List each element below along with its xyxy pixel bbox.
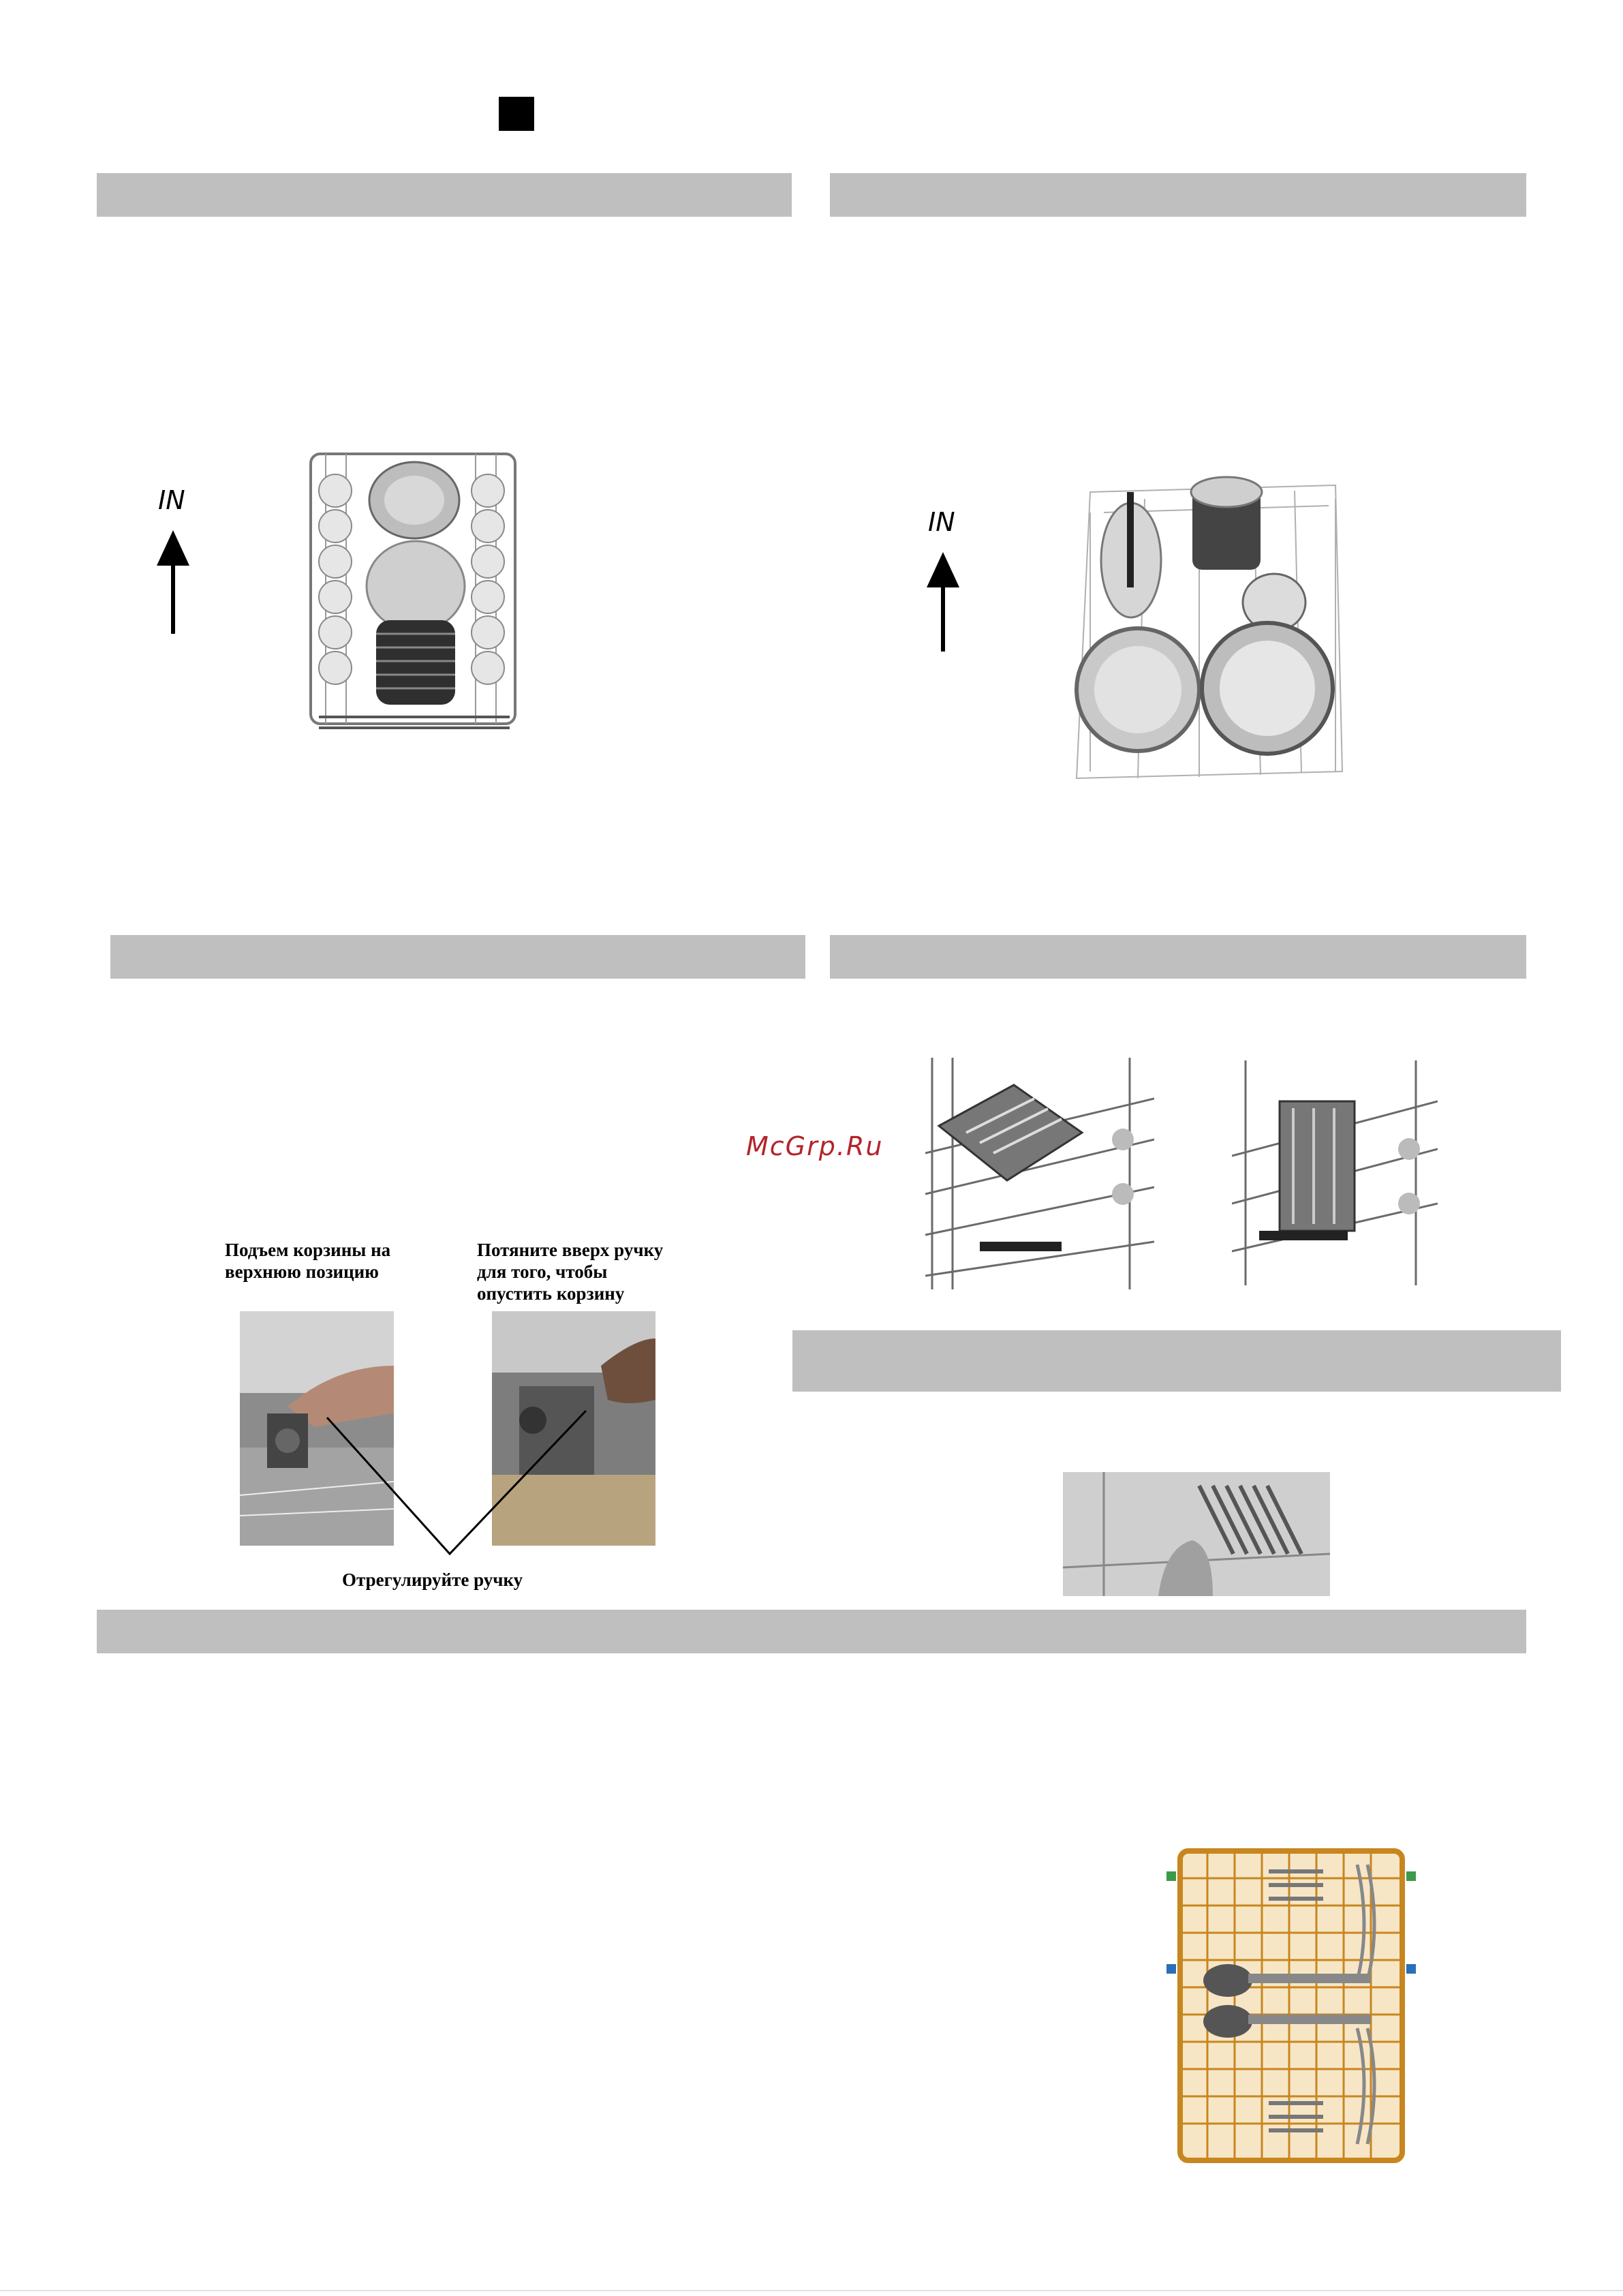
caption-line: Потяните вверх ручку — [477, 1240, 664, 1260]
caption-line: для того, чтобы — [477, 1261, 608, 1282]
caption-line: Подъем корзины на — [225, 1240, 391, 1260]
cutlery-basket-illustration — [1166, 1844, 1416, 2167]
section-header-bar-cutlery-basket — [97, 1610, 1526, 1653]
upper-basket-loaded-illustration — [305, 450, 523, 739]
in-arrow-icon — [157, 530, 189, 566]
page-bottom-rule — [0, 2290, 1623, 2291]
in-arrow-shaft — [171, 563, 175, 634]
section-header-bar-upper-basket — [97, 173, 792, 217]
in-arrow-icon — [927, 552, 959, 587]
cup-shelf-folded-illustration — [925, 1058, 1154, 1289]
caption-line: опустить корзину — [477, 1283, 625, 1304]
watermark: McGrp.Ru — [746, 1131, 884, 1161]
lower-basket-pots-illustration — [1063, 472, 1349, 782]
adjust-handle-pointer-lines — [313, 1404, 600, 1561]
in-arrow-shaft — [941, 585, 945, 652]
section-header-bar-folding-tines — [792, 1330, 1561, 1392]
section-header-bar-basket-adjust — [110, 935, 805, 979]
caption-raise-basket — [225, 1239, 390, 1283]
caption-line: верхнюю позицию — [225, 1261, 379, 1282]
section-marker-square — [499, 97, 534, 131]
folding-tines-photo — [1063, 1472, 1330, 1596]
section-header-bar-cup-shelves — [830, 935, 1526, 979]
cup-shelf-raised-illustration — [1232, 1060, 1438, 1285]
in-direction-label: IN — [158, 485, 185, 515]
in-direction-label: IN — [928, 507, 955, 537]
caption-pull-handle — [477, 1239, 663, 1304]
caption-adjust-handle: Отрегулируйте ручку — [342, 1570, 523, 1590]
section-header-bar-lower-basket — [830, 173, 1526, 217]
